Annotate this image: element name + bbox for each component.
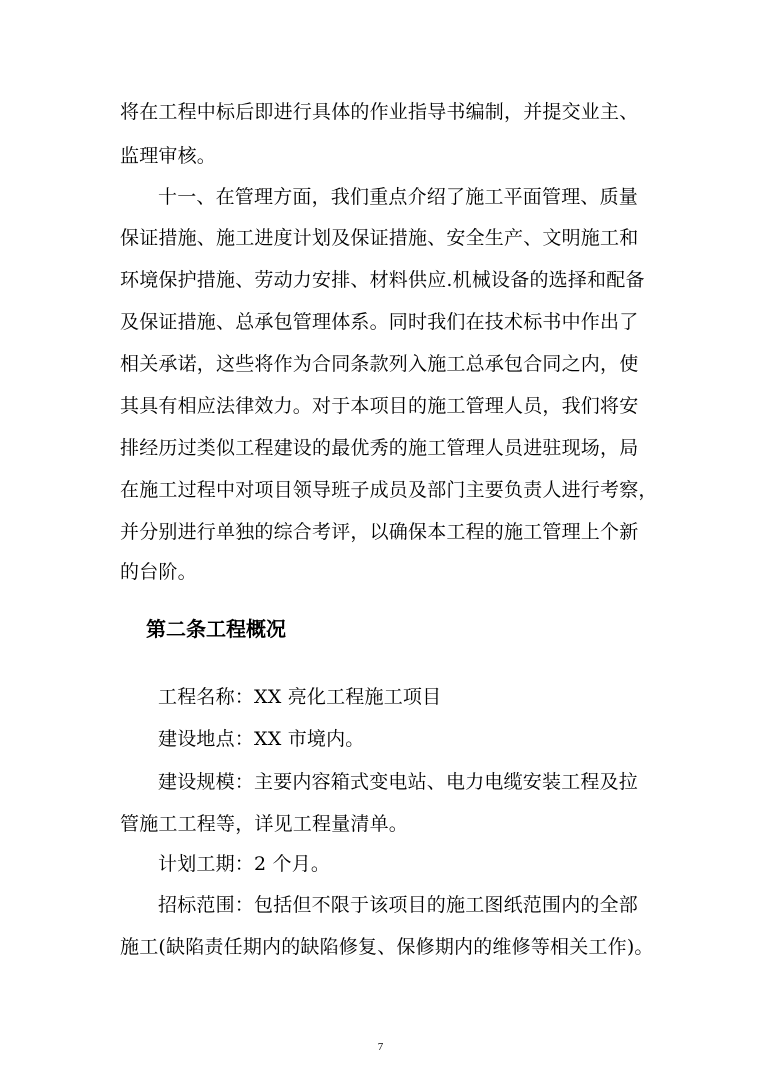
project-duration: 计划工期：2 个月。 [158,853,331,875]
paragraph-line: 在施工过程中对项目领导班子成员及部门主要负责人进行考察， [120,479,658,501]
page-number: 7 [377,1041,384,1053]
paragraph-line: 其具有相应法律效力。对于本项目的施工管理人员，我们将安 [120,395,639,417]
paragraph-line: 相关承诺，这些将作为合同条款列入施工总承包合同之内，使 [120,353,639,375]
project-scope: 招标范围：包括但不限于该项目的施工图纸范围内的全部 [158,894,639,916]
paragraph-line: 保证措施、施工进度计划及保证措施、安全生产、文明施工和 [120,227,639,249]
project-scope-continued: 施工(缺陷责任期内的缺陷修复、保修期内的维修等相关工作)。 [120,936,654,958]
paragraph-line: 监理审核。 [120,145,217,167]
project-scale: 建设规模：主要内容箱式变电站、电力电缆安装工程及拉 [158,771,639,793]
project-scale-continued: 管施工工程等，详见工程量清单。 [120,813,409,835]
paragraph-line: 及保证措施、总承包管理体系。同时我们在技术标书中作出了 [120,311,639,333]
paragraph-line: 排经历过类似工程建设的最优秀的施工管理人员进驻现场，局 [120,437,639,459]
paragraph-line: 将在工程中标后即进行具体的作业指导书编制，并提交业主、 [120,101,639,123]
paragraph-line: 十一、在管理方面，我们重点介绍了施工平面管理、质量 [158,186,639,208]
project-location: 建设地点：XX 市境内。 [158,728,365,750]
paragraph-line: 并分别进行单独的综合考评，以确保本工程的施工管理上个新 [120,521,639,543]
section-heading: 第二条工程概况 [146,617,286,641]
paragraph-line: 的台阶。 [120,561,197,583]
paragraph-line: 环境保护措施、劳动力安排、材料供应.机械设备的选择和配备 [120,269,645,291]
project-name: 工程名称：XX 亮化工程施工项目 [158,686,442,708]
